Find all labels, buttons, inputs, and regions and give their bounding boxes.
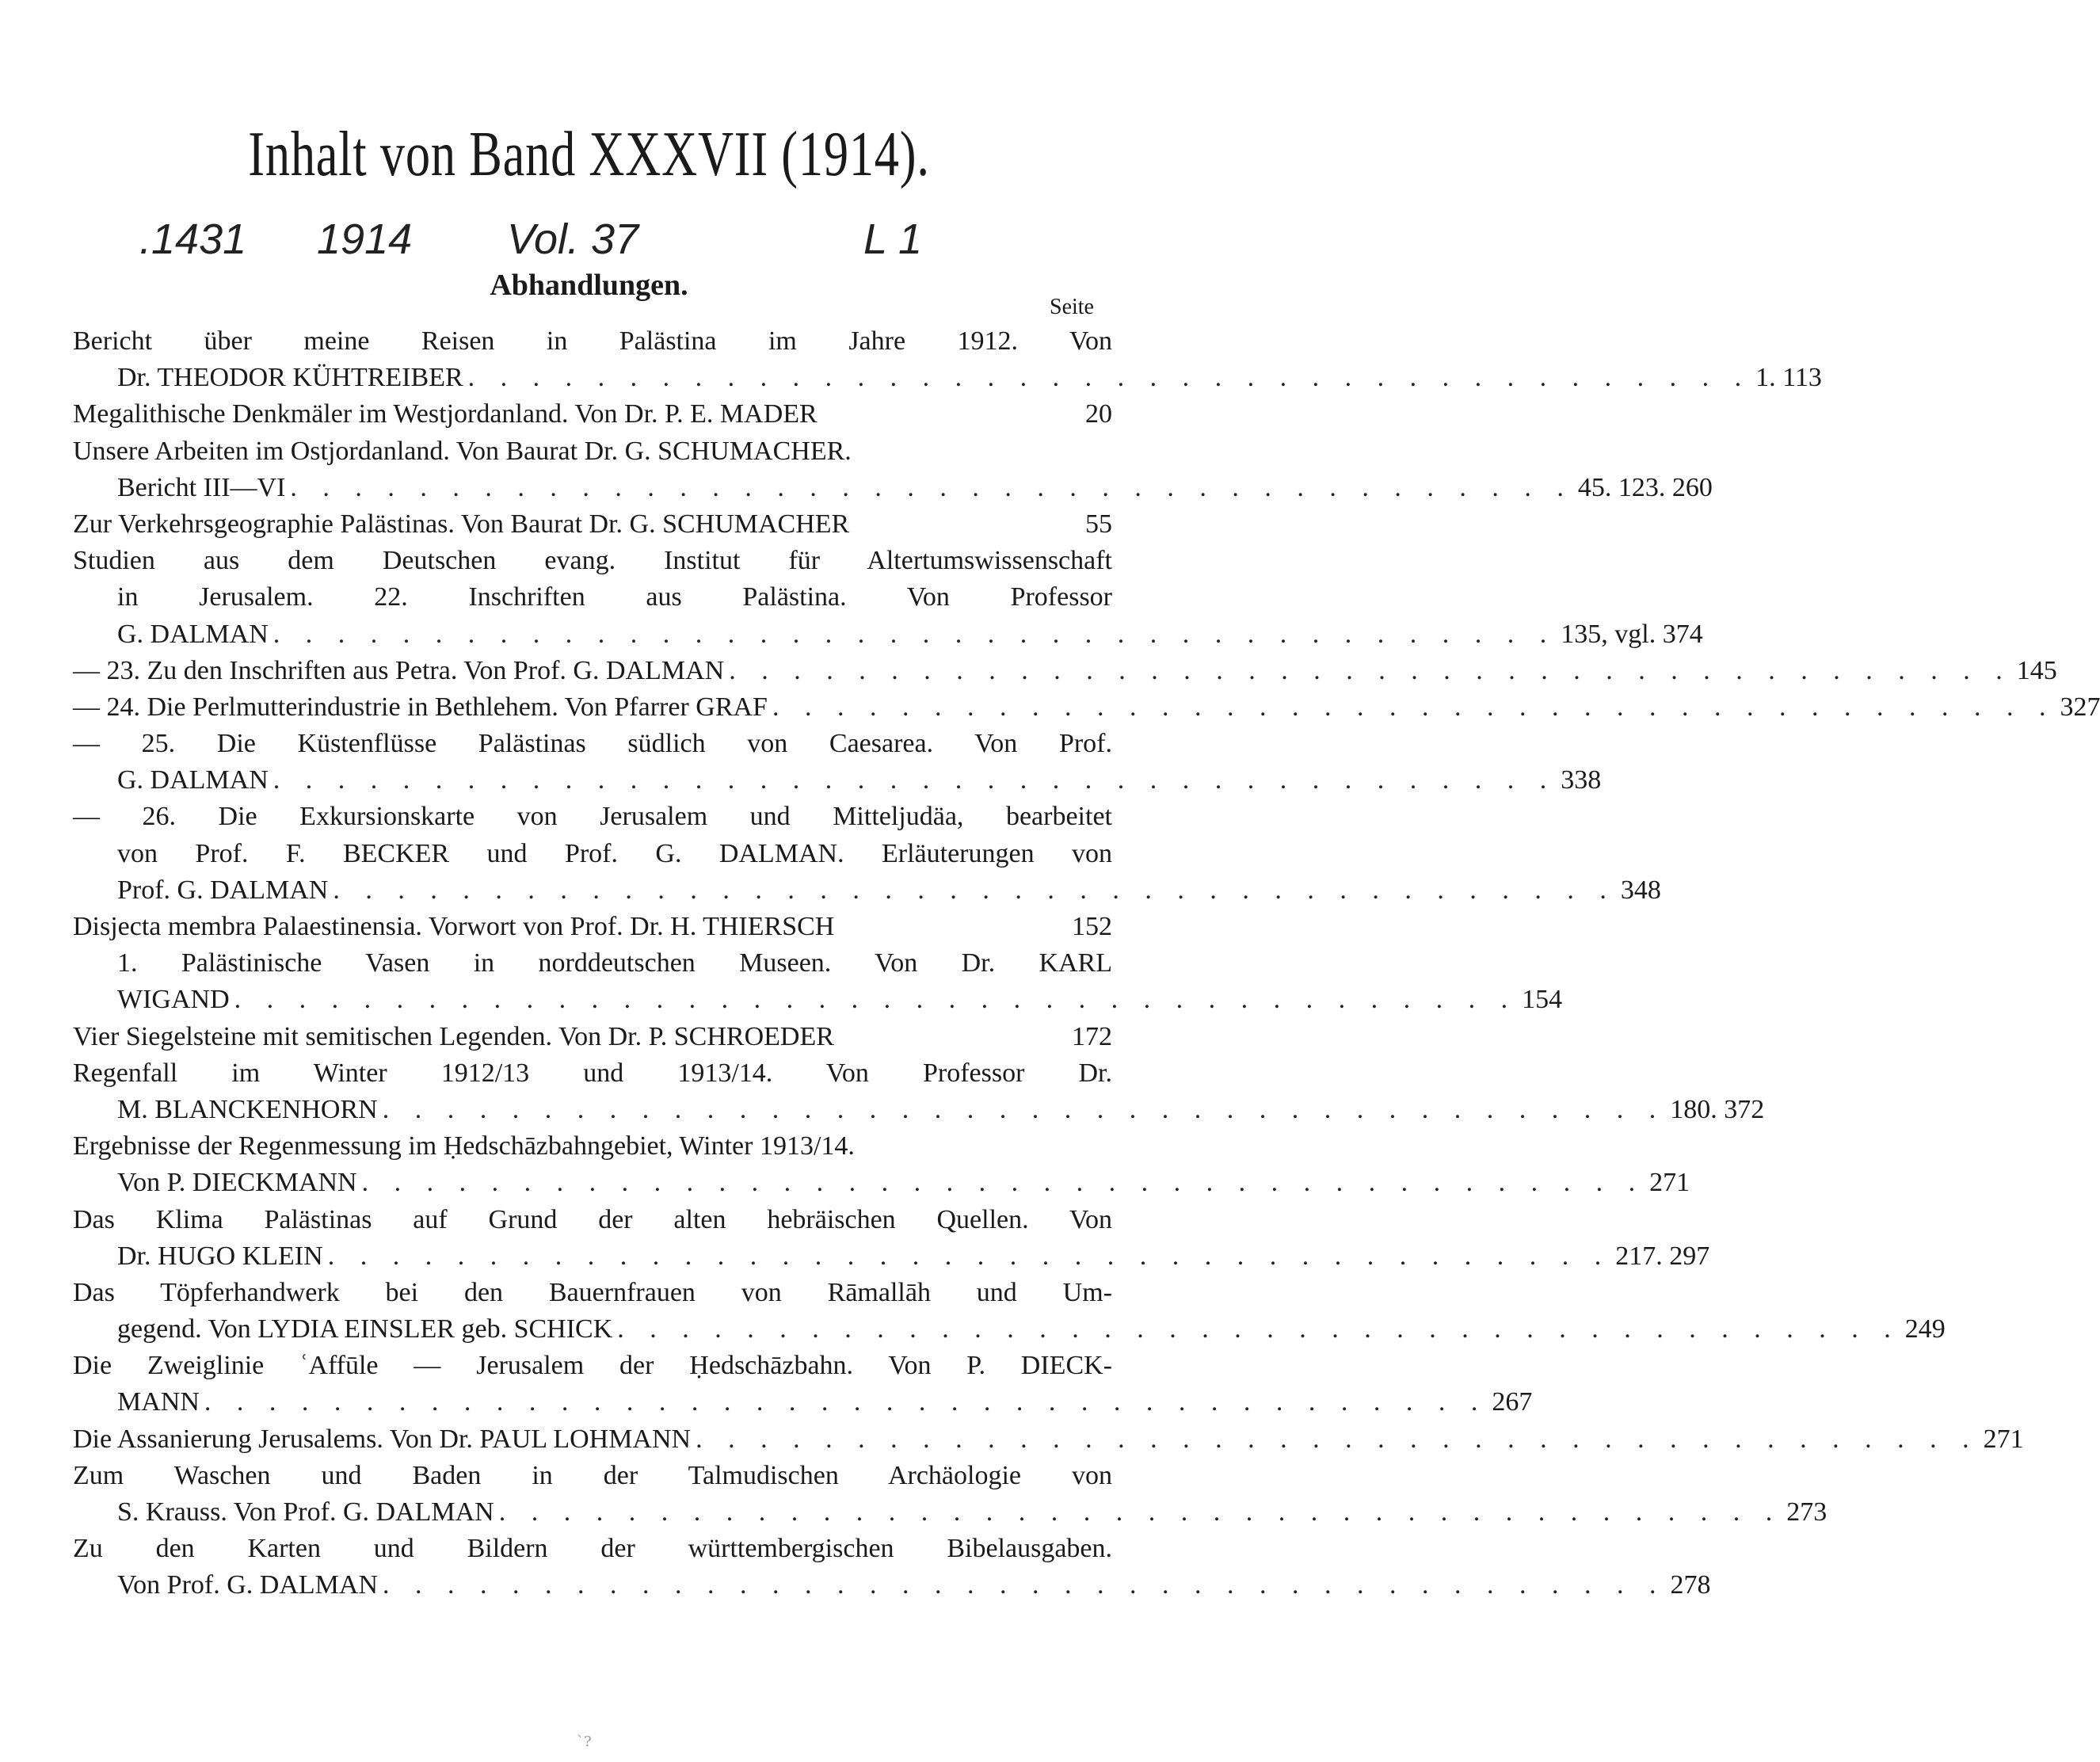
- leader-dots: . . . . . . . . . . . . . . . . . . . . . . . . . . . . . . . . . . . . . . . .: [327, 1241, 1611, 1271]
- toc-line: von Prof. F. BECKER und Prof. G. DALMAN. Erläuterungen von: [117, 838, 1112, 868]
- toc-page-number: 327: [2060, 692, 2100, 722]
- toc-page-number: 45. 123. 260: [1577, 472, 1713, 502]
- toc-line: Das Töpferhandwerk bei den Bauernfrauen von Rāmallāh und Um-: [73, 1277, 1112, 1307]
- toc-entry-text: Die Assanierung Jerusalems. Von Dr. PAUL LOHMANN: [73, 1424, 692, 1454]
- toc-line: [73, 1019, 1112, 1055]
- handwritten-note-copy: L 1: [863, 215, 923, 263]
- toc-entry-text: Prof. G. DALMAN: [117, 875, 329, 905]
- toc-page-number: 273: [1786, 1497, 1827, 1527]
- toc-page-number: 180. 372: [1670, 1094, 1765, 1124]
- toc-page-number: 217. 297: [1615, 1241, 1710, 1271]
- toc-page-number: 154: [1522, 985, 1563, 1015]
- toc-line: [73, 1494, 1827, 1531]
- toc-line: [73, 1092, 1765, 1128]
- toc-line: — 26. Die Exkursionskarte von Jerusalem und Mitteljudäa, bearbeitet: [73, 802, 1112, 832]
- toc-entry-text: G. DALMAN: [117, 619, 269, 649]
- toc-entry-text: Disjecta membra Palaestinensia. Vorwort von Prof. Dr. H. THIERSCH: [73, 912, 835, 941]
- toc-entry-text: MANN: [117, 1387, 200, 1417]
- leader-dots: . . . . . . . . . . . . . . . . . . . . . . . . . . . . . . . . . . . . . . . .: [273, 619, 1557, 649]
- toc-entry-text: Dr. THEODOR KÜHTREIBER: [117, 363, 463, 393]
- handwritten-note-volume: Vol. 37: [507, 215, 639, 263]
- toc-page-number: 271: [1983, 1424, 2024, 1454]
- section-heading: Abhandlungen.: [490, 269, 688, 302]
- toc-page-number: 267: [1492, 1387, 1533, 1417]
- toc-page-number: 348: [1620, 875, 1661, 905]
- leader-dots: . . . . . . . . . . . . . . . . . . . . . . . . . . . . . . . . . . . . . . . .: [729, 655, 2012, 685]
- toc-entry-text: M. BLANCKENHORN: [117, 1094, 378, 1124]
- toc-line: [73, 909, 1112, 945]
- toc-line: Studien aus dem Deutschen evang. Institut für Altertumswissenschaft: [73, 546, 1112, 576]
- toc-entry-text: gegend. Von LYDIA EINSLER geb. SCHICK: [117, 1314, 613, 1344]
- toc-page-number: 20: [1085, 399, 1112, 429]
- toc-entry-text: S. Krauss. Von Prof. G. DALMAN: [117, 1497, 494, 1527]
- leader-dots: . . . . . . . . . . . . . . . . . . . . . . . . . . . . . . . . . . . . . . . .: [333, 875, 1616, 905]
- leader-dots: . . . . . . . . . . . . . . . . . . . . . . . . . . . . . . . . . . . . . . . .: [273, 765, 1557, 795]
- toc-line: [73, 689, 2100, 726]
- table-of-contents: [73, 323, 2100, 1604]
- toc-line: [73, 1311, 1946, 1348]
- toc-line: Unsere Arbeiten im Ostjordanland. Von Baurat Dr. G. SCHUMACHER.: [73, 436, 852, 466]
- toc-page-number: 172: [1072, 1021, 1112, 1051]
- leader-dots: . . . . . . . . . . . . . . . . . . . . . . . . . . . . . . . . . . . . . . . .: [383, 1570, 1666, 1600]
- toc-page-number: 1. 113: [1755, 363, 1822, 393]
- toc-line: [73, 1421, 2024, 1458]
- toc-line: [73, 762, 1602, 799]
- toc-line: [73, 360, 1822, 396]
- print-speck: ˋ?: [577, 1733, 592, 1750]
- toc-entry-text: — 24. Die Perlmutterindustrie in Bethlehem. Von Pfarrer GRAF: [73, 692, 768, 722]
- toc-entry-text: Megalithische Denkmäler im Westjordanland. Von Dr. P. E. MADER: [73, 399, 818, 429]
- toc-line: Ergebnisse der Regenmessung im Ḥedschāzbahngebiet, Winter 1913/14.: [73, 1131, 855, 1161]
- toc-line: [73, 872, 1661, 909]
- toc-entry-text: Dr. HUGO KLEIN: [117, 1241, 323, 1271]
- leader-dots: . . . . . . . . . . . . . . . . . . . . . . . . . . . . . . . . . . . . . . . .: [498, 1497, 1782, 1527]
- toc-page-number: 145: [2016, 655, 2057, 685]
- leader-dots: . . . . . . . . . . . . . . . . . . . . . . . . . . . . . . . . . . . . . . . .: [234, 985, 1518, 1015]
- leader-dots: . . . . . . . . . . . . . . . . . . . . . . . . . . . . . . . . . . . . . . . .: [617, 1314, 1900, 1344]
- leader-dots: . . . . . . . . . . . . . . . . . . . . . . . . . . . . . . . . . . . . . . . .: [696, 1424, 1979, 1454]
- toc-line: Das Klima Palästinas auf Grund der alten hebräischen Quellen. Von: [73, 1204, 1112, 1234]
- leader-dots: . . . . . . . . . . . . . . . . . . . . . . . . . . . . . . . . . . . . . . . .: [382, 1094, 1666, 1124]
- toc-entry-text: WIGAND: [117, 985, 230, 1015]
- toc-line: [73, 1567, 1711, 1604]
- toc-line: [73, 1165, 1690, 1201]
- toc-page-number: 338: [1561, 765, 1602, 795]
- toc-page-number: 271: [1649, 1168, 1690, 1198]
- page-title: Inhalt von Band XXXVII (1914).: [248, 120, 930, 189]
- toc-page-number: 152: [1072, 912, 1112, 941]
- toc-entry-text: Bericht III—VI: [117, 472, 286, 502]
- toc-line: [73, 653, 2057, 689]
- leader-dots: . . . . . . . . . . . . . . . . . . . . . . . . . . . . . . . . . . . . . . . .: [204, 1387, 1488, 1417]
- toc-line: [73, 982, 1563, 1018]
- toc-entry-text: Vier Siegelsteine mit semitischen Legenden. Von Dr. P. SCHROEDER: [73, 1021, 834, 1051]
- toc-line: Bericht über meine Reisen in Palästina im Jahre 1912. Von: [73, 326, 1112, 356]
- toc-line: [73, 470, 1713, 506]
- toc-line: [73, 1384, 1533, 1421]
- toc-entry-text: Von Prof. G. DALMAN: [117, 1570, 378, 1600]
- toc-line: [73, 1238, 1710, 1275]
- toc-entry-text: — 23. Zu den Inschriften aus Petra. Von Prof. G. DALMAN: [73, 655, 725, 685]
- toc-page-number: 55: [1085, 509, 1112, 539]
- leader-dots: . . . . . . . . . . . . . . . . . . . . . . . . . . . . . . . . . . . . . . . .: [361, 1168, 1645, 1198]
- toc-page-number: 135, vgl. 374: [1561, 619, 1703, 649]
- leader-dots: . . . . . . . . . . . . . . . . . . . . . . . . . . . . . . . . . . . . . . . .: [290, 472, 1573, 502]
- toc-entry-text: Von P. DIECKMANN: [117, 1168, 357, 1198]
- toc-line: Regenfall im Winter 1912/13 und 1913/14. Von Professor Dr.: [73, 1058, 1112, 1088]
- toc-line: Die Zweiglinie ʿAffūle — Jerusalem der Ḥedschāzbahn. Von P. DIECK-: [73, 1351, 1112, 1381]
- toc-line: Zum Waschen und Baden in der Talmudischen Archäologie von: [73, 1460, 1112, 1490]
- toc-line: [73, 396, 1112, 433]
- toc-line: in Jerusalem. 22. Inschriften aus Palästina. Von Professor: [117, 582, 1112, 612]
- toc-page-number: 249: [1904, 1314, 1946, 1344]
- page-column-label: Seite: [1050, 295, 1094, 319]
- toc-line: [73, 506, 1112, 543]
- toc-page-number: 278: [1670, 1570, 1711, 1600]
- toc-entry-text: G. DALMAN: [117, 765, 269, 795]
- leader-dots: . . . . . . . . . . . . . . . . . . . . . . . . . . . . . . . . . . . . . . . .: [467, 363, 1751, 393]
- toc-line: [73, 616, 1703, 653]
- toc-line: 1. Palästinische Vasen in norddeutschen Museen. Von Dr. KARL: [117, 948, 1112, 978]
- toc-line: Zu den Karten und Bildern der württembergischen Bibelausgaben.: [73, 1534, 1112, 1564]
- handwritten-note-year: 1914: [317, 215, 413, 263]
- toc-entry-text: Zur Verkehrsgeographie Palästinas. Von Baurat Dr. G. SCHUMACHER: [73, 509, 850, 539]
- handwritten-note-call-number: .1431: [139, 215, 247, 263]
- leader-dots: . . . . . . . . . . . . . . . . . . . . . . . . . . . . . . . . . . . . . . . .: [772, 692, 2056, 722]
- toc-line: — 25. Die Küstenflüsse Palästinas südlich von Caesarea. Von Prof.: [73, 729, 1112, 759]
